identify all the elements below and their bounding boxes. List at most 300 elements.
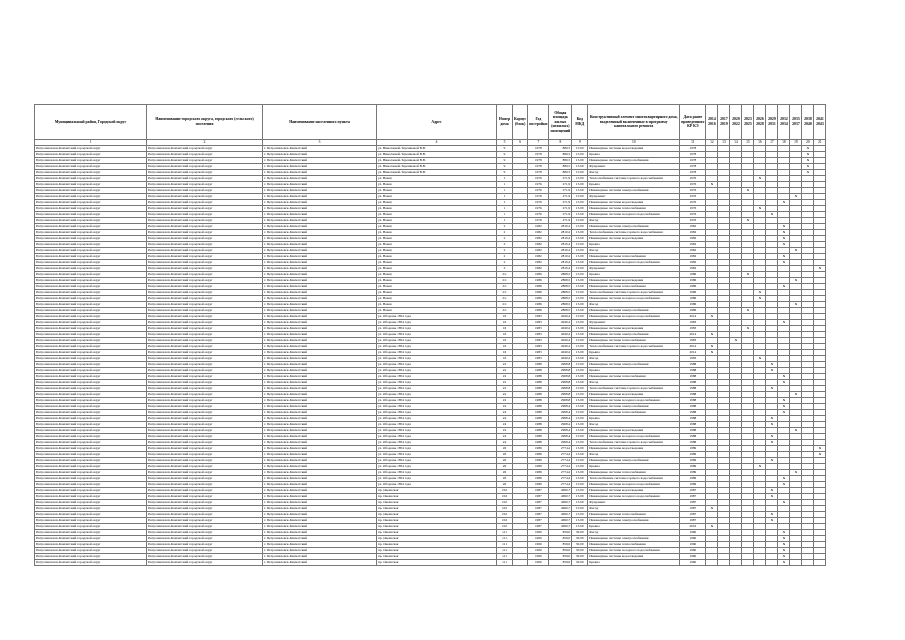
table-cell: Петропавловск-Камчатский городской округ xyxy=(35,416,147,422)
table-cell: Фундамент xyxy=(588,164,680,170)
year-period-cell: X xyxy=(814,452,826,458)
table-cell: 15.00 xyxy=(572,458,588,464)
table-cell: Петропавловск-Камчатский городской округ xyxy=(35,302,147,308)
table-cell: 1988 xyxy=(680,410,706,416)
table-cell: 2810,2 xyxy=(549,248,572,254)
table-cell: 15.00 xyxy=(572,308,588,314)
year-period-cell: X xyxy=(778,254,790,260)
table-cell: ул. Невая xyxy=(377,284,497,290)
table-cell: г. Петропавловск-Камчатский xyxy=(263,146,377,152)
table-cell: Петропавловск-Камчатский городской округ xyxy=(147,368,263,374)
table-cell: 1983 xyxy=(528,332,549,338)
table-cell: Петропавловск-Камчатский городской округ xyxy=(147,506,263,512)
table-cell: г. Петропавловск-Камчатский xyxy=(263,470,377,476)
table-cell: 15.00 xyxy=(572,470,588,476)
year-period-cell: X xyxy=(778,398,790,404)
table-cell: 1988 xyxy=(528,440,549,446)
table-cell: Крыша xyxy=(588,524,680,530)
column-header: 2020 2022 xyxy=(730,105,742,140)
table-cell: 2014 xyxy=(680,314,706,320)
table-cell: 2774,2 xyxy=(549,458,572,464)
table-cell: г. Петропавловск-Камчатский xyxy=(263,560,377,566)
table-cell: 1976 xyxy=(680,206,706,212)
table-cell: 1983 xyxy=(680,326,706,332)
table-cell: г. Петропавловск-Камчатский xyxy=(263,374,377,380)
table-cell: 1976 xyxy=(528,182,549,188)
table-cell: 1960 xyxy=(528,554,549,560)
table-cell: Теплоснабжение системы горячего водоснабжения xyxy=(588,344,680,350)
year-period-cell: X xyxy=(790,470,802,476)
table-cell: 1988 xyxy=(528,428,549,434)
year-period-cell: X xyxy=(754,176,766,182)
table-cell: Петропавловск-Камчатский городской округ xyxy=(147,428,263,434)
column-number: 16 xyxy=(754,140,766,146)
table-cell: 1986 xyxy=(680,272,706,278)
table-cell: Петропавловск-Камчатский городской округ xyxy=(147,518,263,524)
table-cell: г. Петропавловск-Камчатский xyxy=(263,350,377,356)
table-cell: г. Петропавловск-Камчатский xyxy=(263,218,377,224)
year-period-cell: X xyxy=(802,146,814,152)
table-cell: г. Петропавловск-Камчатский xyxy=(263,200,377,206)
column-header: 2023 2025 xyxy=(742,105,754,140)
table-cell: г. Петропавловск-Камчатский xyxy=(263,272,377,278)
year-period-cell: X xyxy=(742,188,754,194)
year-period-cell xyxy=(706,560,718,566)
column-number: 9 xyxy=(572,140,588,146)
table-cell: ул. Обороны 1854 года xyxy=(377,368,497,374)
table-cell: г. Петропавловск-Камчатский xyxy=(263,380,377,386)
table-cell: Петропавловск-Камчатский городской округ xyxy=(35,188,147,194)
year-period-cell xyxy=(718,560,730,566)
table-cell: Петропавловск-Камчатский городской округ xyxy=(147,152,263,158)
table-cell: Петропавловск-Камчатский городской округ xyxy=(147,158,263,164)
table-cell: 15.00 xyxy=(572,194,588,200)
year-period-cell: X xyxy=(778,380,790,386)
table-cell: 1976 xyxy=(528,206,549,212)
table-cell: Крыша xyxy=(588,416,680,422)
table-cell: г. Петропавловск-Камчатский xyxy=(263,398,377,404)
table-cell: 2774,2 xyxy=(549,464,572,470)
year-period-cell xyxy=(766,560,778,566)
table-cell: Петропавловск-Камчатский городской округ xyxy=(35,320,147,326)
table-cell: Петропавловск-Камчатский городской округ xyxy=(147,338,263,344)
table-cell: 22 xyxy=(497,368,513,374)
table-cell: г. Петропавловск-Камчатский xyxy=(263,434,377,440)
year-period-cell: X xyxy=(706,524,718,530)
year-period-cell: X xyxy=(778,374,790,380)
table-cell: 1986 xyxy=(528,302,549,308)
table-cell: 1989 xyxy=(528,470,549,476)
table-cell: 1976 xyxy=(680,194,706,200)
table-cell: 1986 xyxy=(528,290,549,296)
table-cell: пр. Океанская xyxy=(377,560,497,566)
year-period-cell: X xyxy=(706,314,718,320)
table-cell: 24 xyxy=(497,440,513,446)
table-cell: Петропавловск-Камчатский городской округ xyxy=(147,530,263,536)
capital-repair-program-table xyxy=(34,104,826,566)
table-cell: ул. Невая xyxy=(377,236,497,242)
table-cell: Крыша xyxy=(588,182,680,188)
table-cell: 1 xyxy=(497,176,513,182)
table-cell: 1982 xyxy=(528,230,549,236)
table-cell: 1982 xyxy=(680,260,706,266)
column-header: 2026 2028 xyxy=(754,105,766,140)
table-cell: 1982 xyxy=(680,242,706,248)
table-cell: 111 xyxy=(497,536,513,542)
table-cell: Петропавловск-Камчатский городской округ xyxy=(35,434,147,440)
year-period-cell: X xyxy=(766,440,778,446)
table-cell: 15.00 xyxy=(572,290,588,296)
table-cell: Инженерные системы электроснабжения xyxy=(588,458,680,464)
column-header: 2017 2019 xyxy=(718,105,730,140)
table-cell: 2868,5 xyxy=(549,284,572,290)
table-cell: Инженерные системы водоотведения xyxy=(588,326,680,332)
column-header: 2032 2034 xyxy=(778,105,790,140)
table-cell: 30.00 xyxy=(572,560,588,566)
table-cell: ул. Обороны 1854 года xyxy=(377,422,497,428)
column-header: Год постройки xyxy=(528,105,549,140)
table-cell: 1988 xyxy=(528,398,549,404)
table-cell: ул. Невая xyxy=(377,212,497,218)
table-cell: 1986 xyxy=(680,308,706,314)
table-cell: Петропавловск-Камчатский городской округ xyxy=(147,488,263,494)
table-cell: Инженерные системы водоотведения xyxy=(588,446,680,452)
table-cell: 2 xyxy=(497,224,513,230)
column-header: 2041 2043 xyxy=(814,105,826,140)
table-cell: ул. Обороны 1854 года xyxy=(377,398,497,404)
table-cell: Петропавловск-Камчатский городской округ xyxy=(35,428,147,434)
table-cell: Крыша xyxy=(588,272,680,278)
table-cell: г. Петропавловск-Камчатский xyxy=(263,164,377,170)
table-cell: ул. Обороны 1854 года xyxy=(377,350,497,356)
table-cell: 30.00 xyxy=(572,536,588,542)
table-cell: Петропавловск-Камчатский городской округ xyxy=(35,482,147,488)
table-cell: 1989 xyxy=(680,452,706,458)
table-cell: ул. Обороны 1854 года xyxy=(377,410,497,416)
table-cell: Петропавловск-Камчатский городской округ xyxy=(35,176,147,182)
table-cell: 1989 xyxy=(528,458,549,464)
table-cell: 9 xyxy=(497,146,513,152)
table-cell: 1987 xyxy=(528,488,549,494)
table-cell: Петропавловск-Камчатский городской округ xyxy=(147,296,263,302)
table-cell: 1976 xyxy=(528,194,549,200)
table-cell: 1960 xyxy=(680,554,706,560)
table-cell: г. Петропавловск-Камчатский xyxy=(263,356,377,362)
table-cell: Инженерные системы водоотведения xyxy=(588,146,680,152)
table-cell: Фасад xyxy=(588,506,680,512)
table-cell: Фасад xyxy=(588,248,680,254)
table-cell: 2/1 xyxy=(497,278,513,284)
year-period-cell xyxy=(802,560,814,566)
table-cell: 4690,7 xyxy=(549,488,572,494)
table-cell: 271,9 xyxy=(549,182,572,188)
table-cell: 2774,2 xyxy=(549,482,572,488)
table-cell: г. Петропавловск-Камчатский xyxy=(263,368,377,374)
table-cell: 26 xyxy=(497,476,513,482)
year-period-cell: X xyxy=(778,410,790,416)
table-cell: 1988 xyxy=(528,374,549,380)
table-cell: 2868,5 xyxy=(549,308,572,314)
table-cell: г. Петропавловск-Камчатский xyxy=(263,476,377,482)
table-cell: 15.00 xyxy=(572,464,588,470)
table-cell: Петропавловск-Камчатский городской округ xyxy=(35,362,147,368)
table-cell: 1982 xyxy=(680,236,706,242)
table-cell: г. Петропавловск-Камчатский xyxy=(263,488,377,494)
table-cell: Петропавловск-Камчатский городской округ xyxy=(35,266,147,272)
table-cell: 15.00 xyxy=(572,452,588,458)
year-period-cell: X xyxy=(802,170,814,176)
table-cell: 15.00 xyxy=(572,224,588,230)
table-cell: ул. Николаевой-Терешковой В.В. xyxy=(377,164,497,170)
table-cell: 9 xyxy=(497,164,513,170)
year-period-cell: X xyxy=(754,356,766,362)
table-cell: 1986 xyxy=(680,278,706,284)
table-cell: 1982 xyxy=(680,266,706,272)
table-cell: 859,0 xyxy=(549,548,572,554)
table-cell: 2810,2 xyxy=(549,242,572,248)
table-cell: Инженерные системы холодного водоснабжения xyxy=(588,314,680,320)
table-cell: 1989 xyxy=(680,458,706,464)
table-cell: ул. Обороны 1854 года xyxy=(377,482,497,488)
table-cell: 16 xyxy=(497,332,513,338)
year-period-cell: X xyxy=(754,290,766,296)
table-cell: ул. Обороны 1854 года xyxy=(377,326,497,332)
table-cell: Фасад xyxy=(588,422,680,428)
table-cell: 2968,4 xyxy=(549,428,572,434)
table-cell: Фасад xyxy=(588,302,680,308)
table-cell: г. Петропавловск-Камчатский xyxy=(263,224,377,230)
year-period-cell: X xyxy=(778,230,790,236)
year-period-cell: X xyxy=(778,536,790,542)
table-cell: 859,0 xyxy=(549,542,572,548)
table-cell: ул. Невая xyxy=(377,206,497,212)
table-cell: 15.00 xyxy=(572,170,588,176)
table-cell: Инженерные системы холодного водоснабжения xyxy=(588,296,680,302)
table-cell: 102 xyxy=(497,488,513,494)
table-cell: Петропавловск-Камчатский городской округ xyxy=(35,476,147,482)
table-cell: ул. Невая xyxy=(377,188,497,194)
table-cell: 4040,2 xyxy=(549,356,572,362)
table-cell: 16 xyxy=(497,320,513,326)
table-cell: 22 xyxy=(497,392,513,398)
table-cell: 15.00 xyxy=(572,344,588,350)
table-cell: Петропавловск-Камчатский городской округ xyxy=(35,422,147,428)
table-cell: Петропавловск-Камчатский городской округ xyxy=(147,542,263,548)
table-cell: 1 xyxy=(497,218,513,224)
table-cell: 1978 xyxy=(528,146,549,152)
table-cell: 1976 xyxy=(528,176,549,182)
year-period-cell: X xyxy=(778,554,790,560)
table-cell: Фундамент xyxy=(588,500,680,506)
table-cell: Петропавловск-Камчатский городской округ xyxy=(35,254,147,260)
table-cell: Инженерные системы холодного водоснабжения xyxy=(588,494,680,500)
table-cell: 1989 xyxy=(528,452,549,458)
year-period-cell: X xyxy=(790,248,802,254)
column-header: 2038 2040 xyxy=(802,105,814,140)
table-cell: 2968,8 xyxy=(549,380,572,386)
table-cell: 4040,2 xyxy=(549,350,572,356)
table-cell: г. Петропавловск-Камчатский xyxy=(263,428,377,434)
table-cell: ул. Невая xyxy=(377,224,497,230)
table-cell: г. Петропавловск-Камчатский xyxy=(263,416,377,422)
table-cell: 4690,7 xyxy=(549,518,572,524)
table-cell: Инженерные системы водоотведения xyxy=(588,428,680,434)
table-cell: Петропавловск-Камчатский городской округ xyxy=(35,308,147,314)
table-cell: г. Петропавловск-Камчатский xyxy=(263,518,377,524)
table-cell: Петропавловск-Камчатский городской округ xyxy=(35,512,147,518)
table-cell: 2968,4 xyxy=(549,434,572,440)
table-cell: Петропавловск-Камчатский городской округ xyxy=(147,230,263,236)
table-cell: 2968,8 xyxy=(549,368,572,374)
column-number: 11 xyxy=(680,140,706,146)
table-cell: Фундамент xyxy=(588,320,680,326)
table-cell: пр. Океанская xyxy=(377,542,497,548)
table-cell: Инженерные системы холодного водоснабжения xyxy=(588,212,680,218)
table-cell: Петропавловск-Камчатский городской округ xyxy=(35,242,147,248)
table-cell: 2810,2 xyxy=(549,254,572,260)
table-cell: 24 xyxy=(497,410,513,416)
table-cell: 15.00 xyxy=(572,164,588,170)
table-cell: Инженерные системы теплоснабжения xyxy=(588,284,680,290)
table-cell: 1988 xyxy=(680,416,706,422)
table-cell: Петропавловск-Камчатский городской округ xyxy=(147,356,263,362)
column-number: 21 xyxy=(814,140,826,146)
table-cell: 1982 xyxy=(680,230,706,236)
table-cell: 1988 xyxy=(680,398,706,404)
table-cell: 1988 xyxy=(528,422,549,428)
table-cell: 1960 xyxy=(528,560,549,566)
year-period-cell: X xyxy=(766,518,778,524)
table-cell: 2 xyxy=(497,242,513,248)
column-number: 1 xyxy=(35,140,147,146)
table-cell: Петропавловск-Камчатский городской округ xyxy=(147,206,263,212)
table-cell: Петропавловск-Камчатский городской округ xyxy=(35,284,147,290)
year-period-cell: X xyxy=(790,428,802,434)
table-cell: Инженерные системы электроснабжения xyxy=(588,404,680,410)
column-number: 4 xyxy=(377,140,497,146)
table-cell: 1 xyxy=(497,200,513,206)
table-cell: 4040,2 xyxy=(549,314,572,320)
column-header: 2014 2016 xyxy=(706,105,718,140)
year-period-cell: X xyxy=(766,494,778,500)
table-cell: 15.00 xyxy=(572,266,588,272)
table-cell: 880,5 xyxy=(549,146,572,152)
table-cell: 1983 xyxy=(528,344,549,350)
table-cell: 1987 xyxy=(528,524,549,530)
table-cell: г. Петропавловск-Камчатский xyxy=(263,248,377,254)
table-cell: 1976 xyxy=(528,200,549,206)
table-cell: 1983 xyxy=(528,350,549,356)
table-cell: 16 xyxy=(497,338,513,344)
table-cell: 1982 xyxy=(528,242,549,248)
table-cell: 1 xyxy=(497,194,513,200)
table-cell: 1987 xyxy=(528,512,549,518)
year-period-cell xyxy=(814,560,826,566)
table-cell: Петропавловск-Камчатский городской округ xyxy=(147,560,263,566)
table-cell: Крыша xyxy=(588,152,680,158)
table-cell: Теплоснабжение системы горячего водоснабжения xyxy=(588,440,680,446)
column-number: 13 xyxy=(718,140,730,146)
table-cell: Инженерные системы теплоснабжения xyxy=(588,410,680,416)
table-cell: 1976 xyxy=(680,218,706,224)
table-cell: 1978 xyxy=(528,158,549,164)
table-cell: 15.00 xyxy=(572,254,588,260)
table-cell: ул. Невая xyxy=(377,290,497,296)
table-cell: 1978 xyxy=(528,152,549,158)
table-cell: 2810,2 xyxy=(549,266,572,272)
table-cell: Петропавловск-Камчатский городской округ xyxy=(35,500,147,506)
table-cell: Петропавловск-Камчатский городской округ xyxy=(147,416,263,422)
table-cell: 1986 xyxy=(680,302,706,308)
table-cell: 26 xyxy=(497,452,513,458)
table-cell: 2810,2 xyxy=(549,260,572,266)
table-cell: 15.00 xyxy=(572,476,588,482)
table-cell: Петропавловск-Камчатский городской округ xyxy=(147,314,263,320)
table-cell: 1976 xyxy=(680,212,706,218)
table-cell: 1987 xyxy=(528,506,549,512)
table-cell: г. Петропавловск-Камчатский xyxy=(263,386,377,392)
table-cell: ул. Обороны 1854 года xyxy=(377,440,497,446)
table-cell: г. Петропавловск-Камчатский xyxy=(263,512,377,518)
table-cell: 2/1 xyxy=(497,290,513,296)
table-cell: 15.00 xyxy=(572,158,588,164)
column-number: 8 xyxy=(549,140,572,146)
table-cell: 15.00 xyxy=(572,512,588,518)
table-cell: 1976 xyxy=(528,188,549,194)
table-cell: 1978 xyxy=(680,152,706,158)
table-cell: Крыша xyxy=(588,560,680,566)
table-cell: 1988 xyxy=(528,404,549,410)
table-cell: 1978 xyxy=(528,164,549,170)
column-header: Дата ранее проведенного КР КЭ xyxy=(680,105,706,140)
table-cell: 15.00 xyxy=(572,398,588,404)
table-cell: 1976 xyxy=(680,176,706,182)
table-cell: Петропавловск-Камчатский городской округ xyxy=(147,392,263,398)
table-cell: г. Петропавловск-Камчатский xyxy=(263,338,377,344)
column-number: 17 xyxy=(766,140,778,146)
table-cell: Инженерные системы теплоснабжения xyxy=(588,206,680,212)
table-cell: 1988 xyxy=(528,386,549,392)
table-cell: г. Петропавловск-Камчатский xyxy=(263,452,377,458)
table-cell: 15.00 xyxy=(572,446,588,452)
table-cell: г. Петропавловск-Камчатский xyxy=(263,326,377,332)
table-cell: 4040,2 xyxy=(549,320,572,326)
table-cell: г. Петропавловск-Камчатский xyxy=(263,290,377,296)
table-cell: Крыша xyxy=(588,368,680,374)
table-cell: 4040,2 xyxy=(549,338,572,344)
table-cell: 1988 xyxy=(680,434,706,440)
table-cell: 2968,8 xyxy=(549,392,572,398)
table-cell: 1987 xyxy=(680,500,706,506)
table-cell: 1988 xyxy=(680,428,706,434)
table-cell: 2968,8 xyxy=(549,398,572,404)
table-cell: Петропавловск-Камчатский городской округ xyxy=(35,224,147,230)
table-cell: Петропавловск-Камчатский городской округ xyxy=(147,260,263,266)
table-cell: 15.00 xyxy=(572,260,588,266)
table-cell: 24 xyxy=(497,404,513,410)
table-cell: Петропавловск-Камчатский городской округ xyxy=(147,446,263,452)
table-cell: 1982 xyxy=(528,266,549,272)
table-cell: Инженерные системы теплоснабжения xyxy=(588,374,680,380)
table-cell: г. Петропавловск-Камчатский xyxy=(263,362,377,368)
table-cell: 15.00 xyxy=(572,152,588,158)
year-period-cell: X xyxy=(766,362,778,368)
table-cell: ул. Обороны 1854 года xyxy=(377,470,497,476)
table-cell: 15.00 xyxy=(572,356,588,362)
table-cell: 1986 xyxy=(680,284,706,290)
table-cell: 22 xyxy=(497,386,513,392)
table-cell: 15.00 xyxy=(572,320,588,326)
